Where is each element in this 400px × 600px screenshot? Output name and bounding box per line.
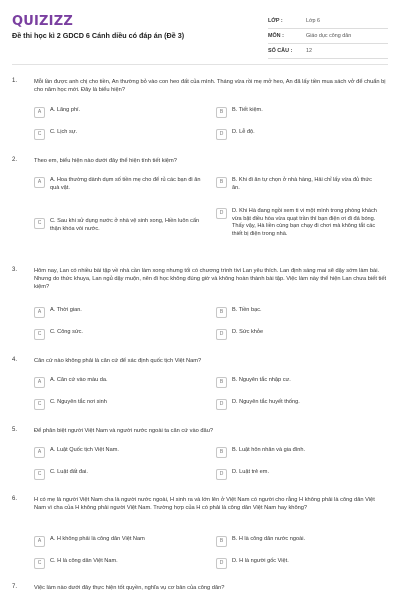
option-letter: C [34, 329, 45, 340]
option-b[interactable] [216, 536, 366, 547]
question-number: 4. [12, 357, 18, 363]
option-text: C. Nguyên tắc nơi sinh [50, 399, 107, 405]
option-text: D. Sức khỏe [232, 329, 264, 335]
option-text: C. H là công dân Việt Nam. [50, 558, 118, 564]
option-text: C. Lịch sự. [50, 129, 78, 135]
option-text: D. Khi Hà đang ngồi xem ti vi một mình trong phòng khách vừa bật điều hòa vừa quạt trần thì bạn điện ơi đi đá bóng. Thấy vậy, Hà liền cùng bạn chạy đi chơi mà không tắt các thiết bị điện trong nhà. [232, 208, 377, 237]
meta-row-count [268, 44, 388, 59]
option-text: A. Thời gian. [50, 307, 82, 313]
option-d[interactable] [216, 129, 366, 140]
option-letter: B [216, 107, 227, 118]
option-b[interactable] [216, 377, 366, 388]
question-text: Căn cứ nào không phải là căn cứ để xác định quốc tịch Việt Nam? [34, 358, 202, 364]
option-letter: B [216, 447, 227, 458]
option-b[interactable] [216, 447, 366, 458]
option-text: A. Lãng phí. [50, 107, 81, 113]
question-number: 7. [12, 584, 18, 590]
question-text: Theo em, biểu hiện nào dưới đây thể hiện tính tiết kiệm? [34, 158, 177, 164]
option-letter: B [216, 536, 227, 547]
option-letter: B [216, 377, 227, 388]
option-a[interactable] [34, 377, 184, 388]
quizizz-logo: QUIZIZZ [12, 14, 73, 29]
option-letter: A [34, 447, 45, 458]
option-d[interactable] [216, 208, 381, 238]
option-text: D. Lễ độ. [232, 129, 255, 135]
meta-value: Lớp 6 [306, 18, 321, 24]
option-letter: A [34, 377, 45, 388]
meta-table [268, 14, 388, 59]
option-text: B. Tiền bạc. [232, 307, 262, 313]
option-letter: D [216, 399, 227, 410]
option-letter: A [34, 177, 45, 188]
meta-value: 12 [306, 48, 312, 54]
option-text: B. Nguyên tắc nhập cư. [232, 377, 291, 383]
option-b[interactable] [216, 307, 366, 318]
option-letter: C [34, 218, 45, 229]
option-letter: B [216, 307, 227, 318]
document-title: Đề thi học kì 2 GDCD 6 Cánh diều có đáp án (Đề 3) [12, 31, 185, 40]
option-a[interactable] [34, 536, 184, 547]
question-number: 2. [12, 157, 18, 163]
question-text: Mỗi lần được anh chị cho tiền, An thường bỏ vào con heo đất của mình. Tháng vừa rồi mẹ mở heo, An đã lấy tiền mua sách vở để chuẩn bị cho năm học mới. Đây là biểu hiện? [34, 79, 386, 93]
option-b[interactable] [216, 177, 381, 192]
option-c[interactable] [34, 399, 184, 410]
question-text: Hôm nay, Lan có nhiều bài tập về nhà cần làm xong nhưng tối có chương trình tivi Lan yêu thích. Lan định sáng mai sẽ dậy sớm làm bài. Nhưng do thức khuya, Lan ngủ dậy muộn, nên đi học không đúng giờ và không hoàn thành bài tập. Việc làm này thể hiện Lan chưa biết tiết kiệm? [34, 268, 387, 290]
option-letter: A [34, 307, 45, 318]
option-text: C. Công sức. [50, 329, 83, 335]
option-text: A. Hoa thường dành dụm số tiền mẹ cho để rủ các bạn đi ăn quà vặt. [50, 177, 201, 191]
option-letter: D [216, 129, 227, 140]
option-a[interactable] [34, 107, 184, 118]
option-text: C. Sau khi sử dụng nước ở nhà vệ sinh xong, Hiền luôn cẩn thận khóa vòi nước. [50, 218, 200, 232]
option-c[interactable] [34, 469, 184, 480]
option-d[interactable] [216, 558, 366, 569]
option-letter: D [216, 329, 227, 340]
option-text: B. Tiết kiệm. [232, 107, 263, 113]
option-text: B. H là công dân nước ngoài. [232, 536, 306, 542]
option-a[interactable] [34, 447, 184, 458]
question-text: Việc làm nào dưới đây thực hiện tốt quyền, nghĩa vụ cơ bản của công dân? [34, 585, 225, 591]
meta-label: MÔN : [268, 33, 284, 39]
header-divider [12, 64, 388, 65]
question-number: 1. [12, 78, 18, 84]
option-a[interactable] [34, 307, 184, 318]
question-number: 3. [12, 267, 18, 273]
option-letter: C [34, 558, 45, 569]
option-letter: D [216, 208, 227, 219]
option-c[interactable] [34, 218, 209, 233]
meta-row-subject [268, 29, 388, 44]
option-letter: D [216, 558, 227, 569]
meta-value: Giáo dục công dân [306, 33, 352, 39]
meta-label: LỚP : [268, 18, 283, 24]
option-text: D. Nguyên tắc huyết thống. [232, 399, 300, 405]
option-d[interactable] [216, 469, 366, 480]
meta-row-grade [268, 14, 388, 29]
option-d[interactable] [216, 329, 366, 340]
option-text: A. H không phải là công dân Việt Nam [50, 536, 145, 542]
option-letter: A [34, 536, 45, 547]
question-text: H có mẹ là người Việt Nam cha là người nước ngoài, H sinh ra và lớn lên ở Việt Nam có người cho rằng H không phải là công dân Việt Nam vì cha của H không phải người Việt Nam. Trường hợp của H có phải là công dân Việt Nam hay không? [34, 497, 375, 511]
option-text: D. Luật trẻ em. [232, 469, 269, 475]
option-c[interactable] [34, 329, 184, 340]
option-text: A. Căn cứ vào màu da. [50, 377, 108, 383]
option-text: D. H là người gốc Việt. [232, 558, 289, 564]
option-letter: B [216, 177, 227, 188]
option-letter: C [34, 129, 45, 140]
option-text: A. Luật Quốc tịch Việt Nam. [50, 447, 119, 453]
option-letter: C [34, 469, 45, 480]
option-letter: C [34, 399, 45, 410]
option-a[interactable] [34, 177, 209, 192]
option-c[interactable] [34, 129, 184, 140]
option-b[interactable] [216, 107, 366, 118]
option-letter: A [34, 107, 45, 118]
option-c[interactable] [34, 558, 184, 569]
question-number: 6. [12, 496, 18, 502]
option-text: C. Luật đất đai. [50, 469, 88, 475]
option-text: B. Luật hôn nhân và gia đình. [232, 447, 306, 453]
meta-label: SỐ CÂU : [268, 48, 293, 54]
option-text: B. Khi đi ăn tự chọn ở nhà hàng, Hải chỉ lấy vừa đủ thức ăn. [232, 177, 372, 191]
question-number: 5. [12, 427, 18, 433]
question-text: Để phân biệt người Việt Nam và người nước ngoài ta căn cứ vào đâu? [34, 428, 214, 434]
option-d[interactable] [216, 399, 366, 410]
option-letter: D [216, 469, 227, 480]
